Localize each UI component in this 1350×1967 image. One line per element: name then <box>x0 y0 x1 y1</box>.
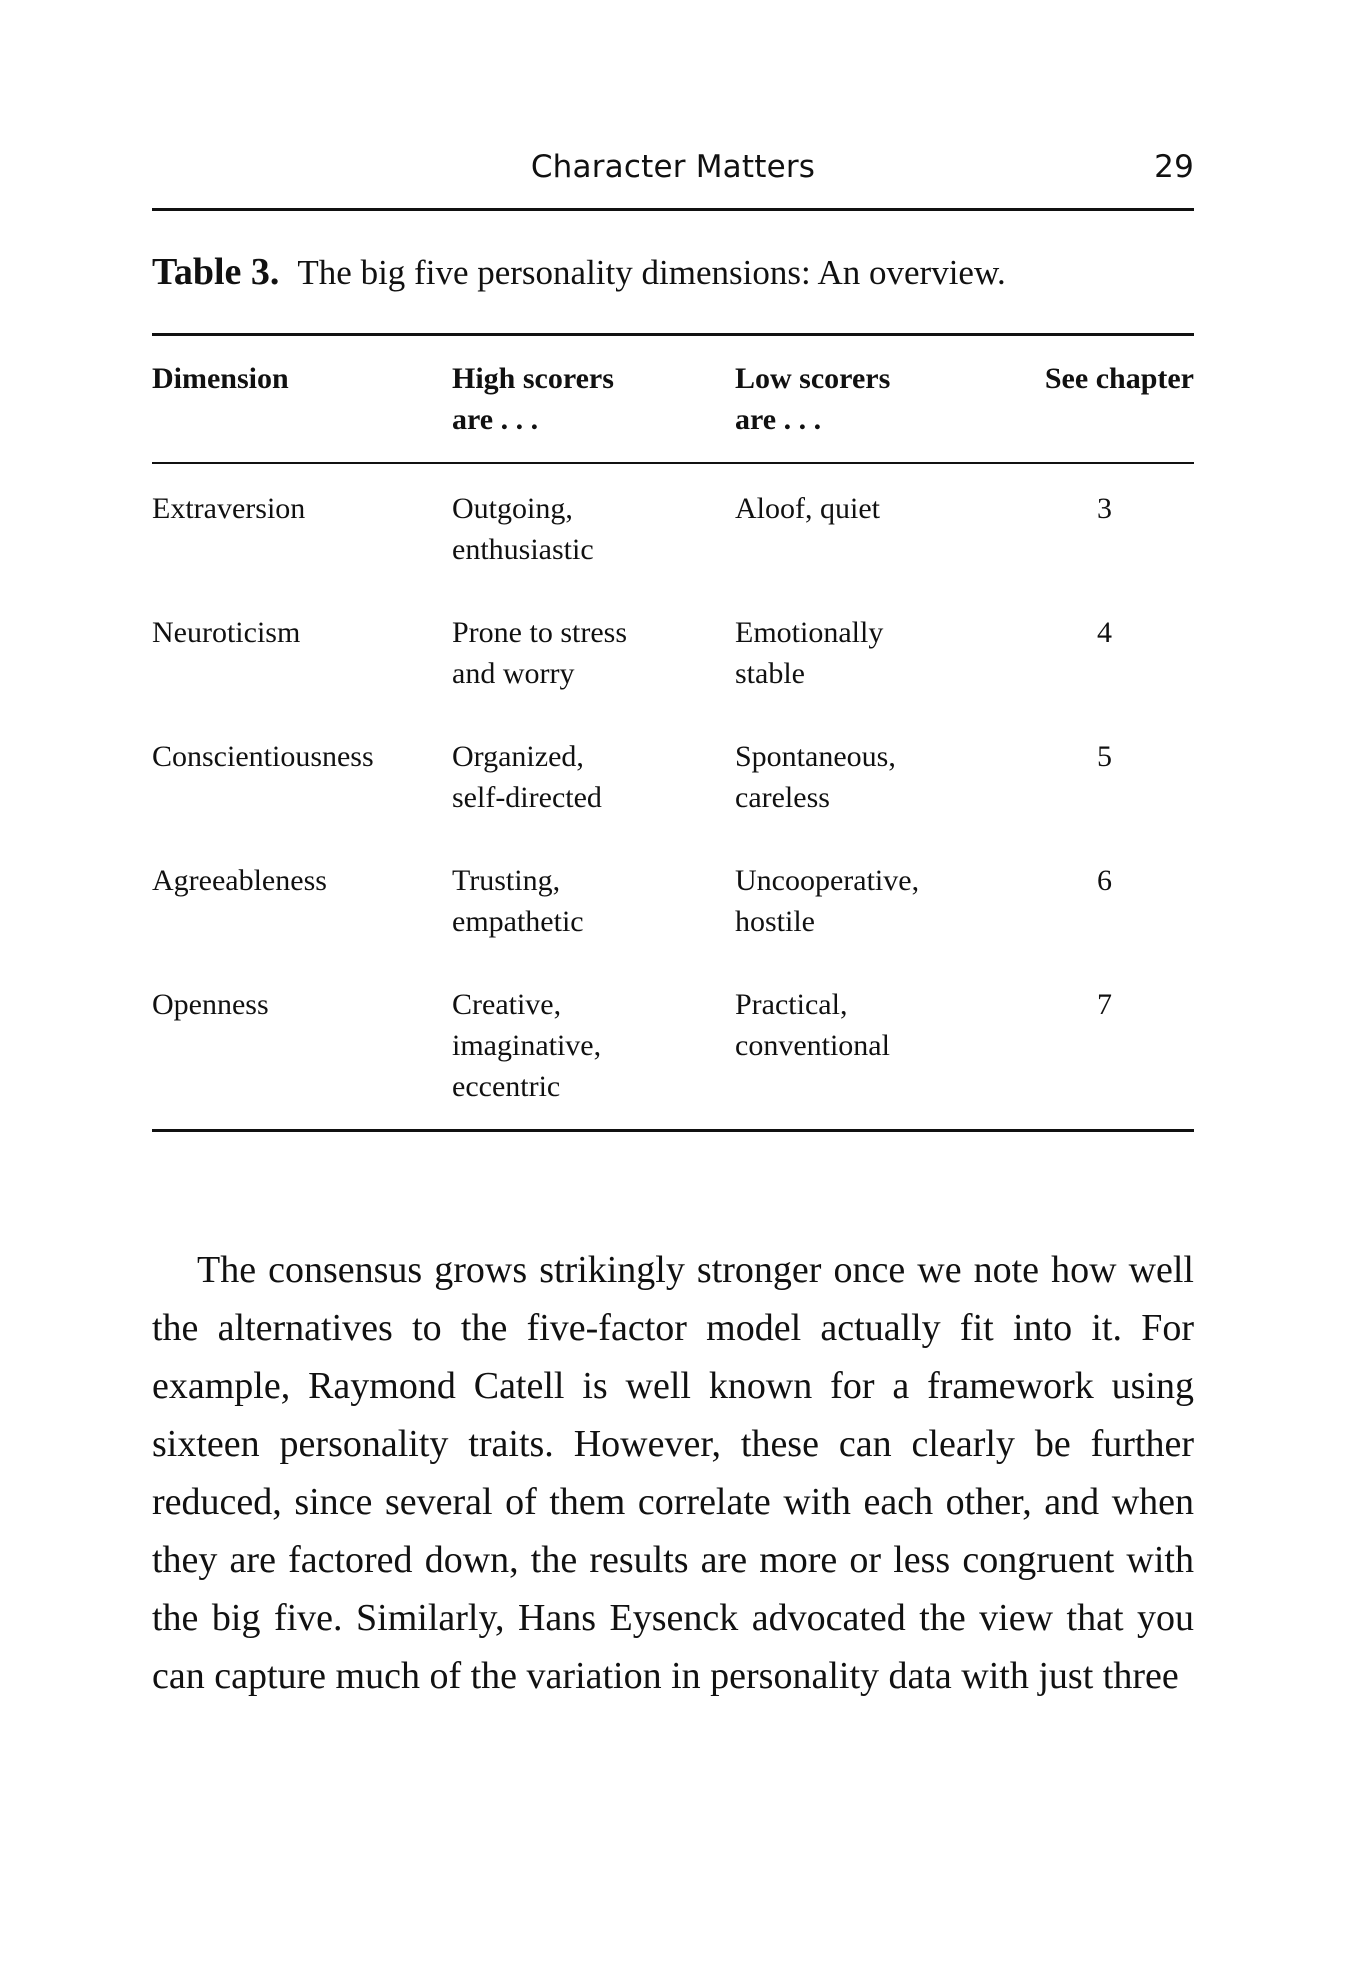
row-low-line: Uncooperative, <box>735 864 920 897</box>
header-high-scorers <box>452 358 734 440</box>
row-low-line: Practical, <box>735 988 848 1021</box>
header-dimension: Dimension <box>152 362 289 395</box>
row-high-scorers <box>452 984 734 1107</box>
page-number: 29 <box>1154 149 1194 185</box>
row-dimension: Agreeableness <box>152 864 327 897</box>
row-low-scorers <box>735 488 1015 529</box>
running-head-title: Character Matters <box>530 149 816 185</box>
row-high-line: Trusting, <box>452 864 561 897</box>
running-head <box>152 145 1194 189</box>
row-high-line: Outgoing, <box>452 492 573 525</box>
header-high-line2: are . . . <box>452 403 539 436</box>
row-low-line: conventional <box>735 1029 890 1062</box>
row-chapter: 4 <box>1097 616 1112 649</box>
row-dimension: Conscientiousness <box>152 740 374 773</box>
row-low-line: Emotionally <box>735 616 884 649</box>
row-high-scorers <box>452 860 734 942</box>
row-chapter: 6 <box>1097 864 1112 897</box>
header-see-chapter: See chapter <box>1044 362 1194 395</box>
table-header-rule <box>152 462 1194 464</box>
table-caption <box>152 250 1194 294</box>
row-high-line: imaginative, <box>452 1029 602 1062</box>
row-low-scorers <box>735 860 1015 942</box>
table-caption-label: Table 3. <box>152 251 280 293</box>
row-high-scorers <box>452 488 734 570</box>
row-high-line: enthusiastic <box>452 533 594 566</box>
row-low-scorers <box>735 984 1015 1066</box>
row-high-line: eccentric <box>452 1070 561 1103</box>
header-low-line2: are . . . <box>735 403 822 436</box>
row-low-line: hostile <box>735 905 815 938</box>
header-low-line1: Low scorers <box>735 362 891 395</box>
header-high-line1: High scorers <box>452 362 614 395</box>
row-low-line: Aloof, quiet <box>735 492 880 525</box>
row-low-line: Spontaneous, <box>735 740 896 773</box>
body-paragraph: The consensus grows strikingly stronger once we note how well the alternatives to the five-factor model actually fit into it. For example, Raymond Catell is well known for a framework using sixteen personality traits. However, these can clearly be further reduced, since several of them correlate with each other, and when they are factored down, the results are more or less congruent with the big five. Similarly, Hans Eysenck advocated the view that you can capture much of the variation in personality data with just three <box>152 1249 1194 1697</box>
table-bottom-rule <box>152 1129 1194 1132</box>
row-low-scorers <box>735 736 1015 818</box>
row-low-scorers <box>735 612 1015 694</box>
row-chapter: 3 <box>1097 492 1112 525</box>
row-high-line: Organized, <box>452 740 584 773</box>
row-low-line: stable <box>735 657 805 690</box>
row-chapter: 5 <box>1097 740 1112 773</box>
row-chapter: 7 <box>1097 988 1112 1021</box>
header-low-scorers <box>735 358 1015 440</box>
row-high-line: and worry <box>452 657 575 690</box>
row-high-line: self-directed <box>452 781 602 814</box>
table-caption-text: The big five personality dimensions: An overview. <box>297 253 1006 292</box>
row-high-scorers <box>452 612 734 694</box>
running-head-rule <box>152 208 1194 211</box>
row-high-scorers <box>452 736 734 818</box>
row-high-line: Prone to stress <box>452 616 627 649</box>
row-dimension: Openness <box>152 988 269 1021</box>
row-low-line: careless <box>735 781 830 814</box>
row-dimension: Extraversion <box>152 492 306 525</box>
row-high-line: empathetic <box>452 905 584 938</box>
row-dimension: Neuroticism <box>152 616 301 649</box>
row-high-line: Creative, <box>452 988 562 1021</box>
table-top-rule <box>152 333 1194 336</box>
